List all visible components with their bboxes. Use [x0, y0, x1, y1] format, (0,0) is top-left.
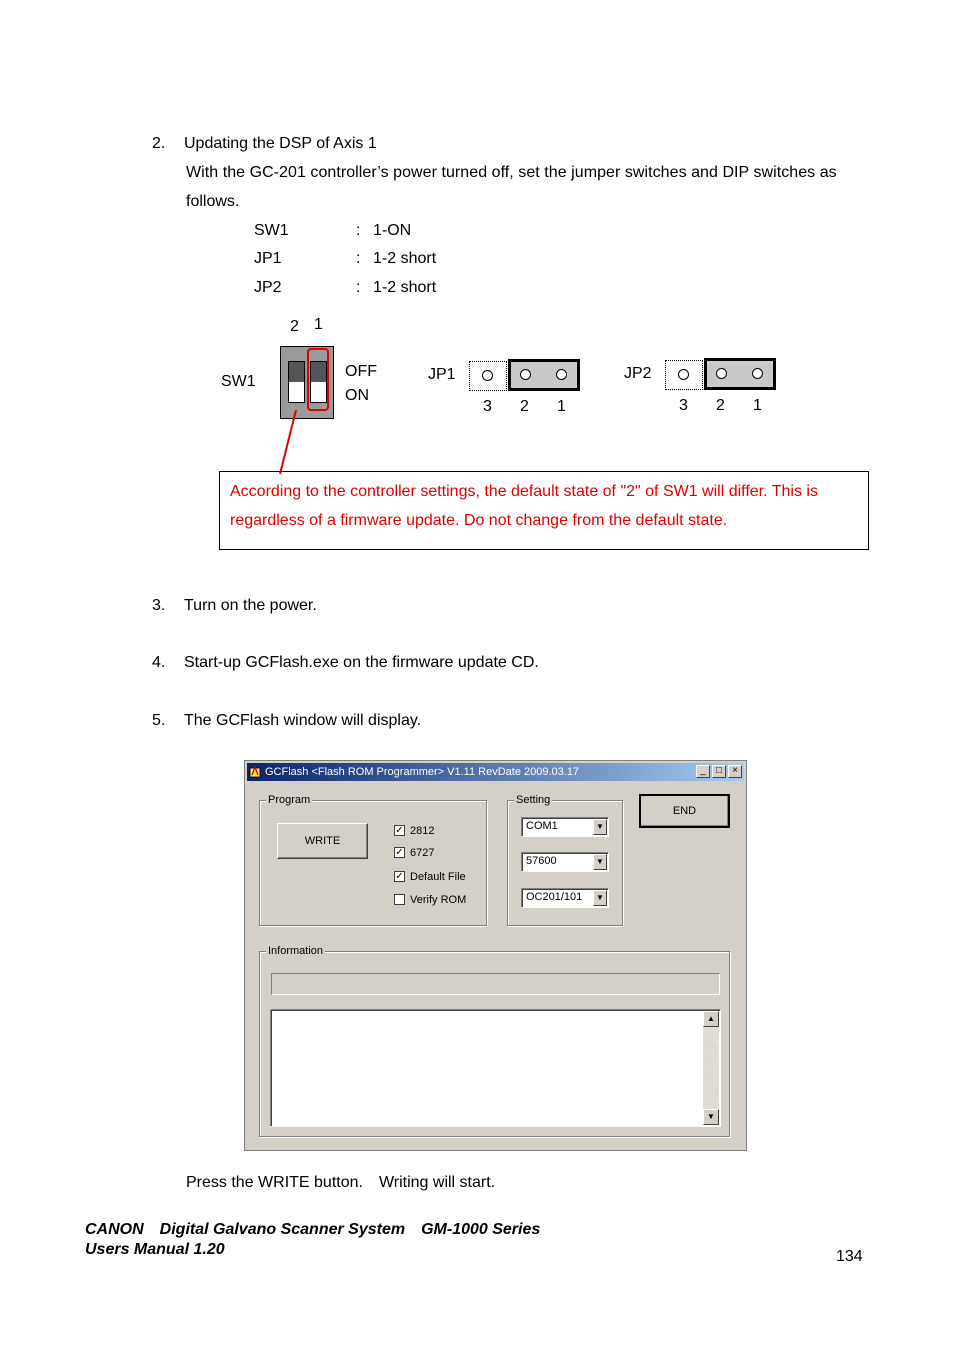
after-window-text: Press the WRITE button. Writing will start.: [186, 1174, 496, 1191]
minimize-icon[interactable]: _: [696, 765, 710, 778]
step-4-number: 4.: [152, 654, 166, 671]
log-textarea[interactable]: [270, 1009, 721, 1127]
jp1-jumper: [508, 359, 580, 391]
pin-icon: [716, 368, 727, 379]
baud-select-value: 57600: [526, 855, 557, 867]
information-group-label: Information: [268, 945, 324, 957]
port-select-value: COM1: [526, 820, 558, 832]
warning-note-text: According to the controller settings, the default state of "2" of SW1 will differ. This is regardless of a firmware update. Do not change from the default state.: [230, 483, 818, 529]
port-select[interactable]: [521, 817, 609, 837]
setting-group: [507, 794, 623, 926]
setting-value: 1-2 short: [373, 250, 437, 267]
setting-value: 1-ON: [373, 222, 412, 239]
jp2-pin3-area: [665, 360, 703, 390]
gcflash-window: [244, 760, 747, 1151]
write-button[interactable]: WRITE: [277, 823, 368, 859]
controller-select[interactable]: [521, 888, 609, 908]
step-3-number: 3.: [152, 597, 166, 614]
app-icon: [249, 765, 263, 779]
setting-name: JP1: [254, 250, 282, 267]
pin-icon: [678, 369, 689, 380]
step-2-title: Updating the DSP of Axis 1: [184, 135, 377, 152]
checkbox-label: 2812: [410, 825, 435, 837]
close-icon[interactable]: ×: [728, 765, 742, 778]
step-5-text: The GCFlash window will display.: [184, 712, 422, 729]
checkbox-label: 6727: [410, 847, 435, 859]
footer-line1: CANON Digital Galvano Scanner System GM-1000 Series: [85, 1221, 541, 1238]
status-bar: [271, 973, 720, 995]
callout-leader-line: [276, 408, 300, 476]
setting-sep: :: [356, 279, 361, 296]
information-group: [259, 945, 730, 1137]
window-title: GCFlash <Flash ROM Programmer> V1.11 RevDate 2009.03.17: [265, 766, 580, 778]
jp1-label: JP1: [428, 366, 456, 383]
step-2-body-line1: With the GC-201 controller’s power turned off, set the jumper switches and DIP switches as: [186, 164, 837, 181]
jp2-pin-number: 1: [753, 397, 762, 414]
highlight-box: [307, 348, 329, 411]
on-label: ON: [345, 387, 369, 404]
jp2-pin-number: 2: [716, 397, 725, 414]
dip-knob: [289, 362, 304, 382]
setting-sep: :: [356, 222, 361, 239]
check-icon[interactable]: ✓: [395, 825, 404, 836]
jp1-pin-number: 2: [520, 398, 529, 415]
jp1-pin3-area: [469, 361, 507, 391]
scroll-up-icon[interactable]: ▲: [703, 1011, 719, 1027]
pin-icon: [752, 368, 763, 379]
jp2-pin-number: 3: [679, 397, 688, 414]
dip-slot-2: [288, 361, 305, 403]
jp2-jumper: [704, 358, 776, 390]
dip-position-2-label: 2: [290, 318, 299, 335]
page-number: 134: [836, 1248, 863, 1265]
warning-note-box: [219, 471, 869, 550]
check-icon[interactable]: ✓: [395, 847, 404, 858]
check-icon[interactable]: ✓: [395, 871, 404, 882]
controller-select-value: OC201/101: [526, 891, 583, 903]
scrollbar[interactable]: [703, 1011, 719, 1125]
step-2-body-line2: follows.: [186, 193, 240, 210]
pin-icon: [556, 369, 567, 380]
footer-line2: Users Manual 1.20: [85, 1241, 225, 1258]
jp1-pin-number: 3: [483, 398, 492, 415]
setting-sep: :: [356, 250, 361, 267]
pin-icon: [482, 370, 493, 381]
setting-name: SW1: [254, 222, 289, 239]
chevron-down-icon[interactable]: ▼: [593, 819, 607, 835]
step-3-text: Turn on the power.: [184, 597, 317, 614]
step-5-number: 5.: [152, 712, 166, 729]
window-titlebar[interactable]: [247, 763, 744, 781]
checkbox-label: Default File: [410, 871, 466, 883]
end-button[interactable]: END: [639, 794, 730, 828]
baud-select[interactable]: [521, 852, 609, 872]
setting-value: 1-2 short: [373, 279, 437, 296]
setting-group-label: Setting: [516, 794, 551, 806]
sw1-label: SW1: [221, 373, 256, 390]
jp2-label: JP2: [624, 365, 652, 382]
scroll-down-icon[interactable]: ▼: [703, 1109, 719, 1125]
program-group-label: Program: [268, 794, 311, 806]
off-label: OFF: [345, 363, 377, 380]
checkbox-label: Verify ROM: [410, 894, 467, 906]
step-4-text: Start-up GCFlash.exe on the firmware update CD.: [184, 654, 539, 671]
empty-checkbox-icon[interactable]: [394, 894, 405, 905]
chevron-down-icon[interactable]: ▼: [593, 890, 607, 906]
program-group: [259, 794, 487, 926]
jp1-pin-number: 1: [557, 398, 566, 415]
dip-position-1-label: 1: [314, 316, 323, 333]
chevron-down-icon[interactable]: ▼: [593, 854, 607, 870]
setting-name: JP2: [254, 279, 282, 296]
pin-icon: [520, 369, 531, 380]
maximize-icon[interactable]: □: [712, 765, 726, 778]
step-2-number: 2.: [152, 135, 166, 152]
